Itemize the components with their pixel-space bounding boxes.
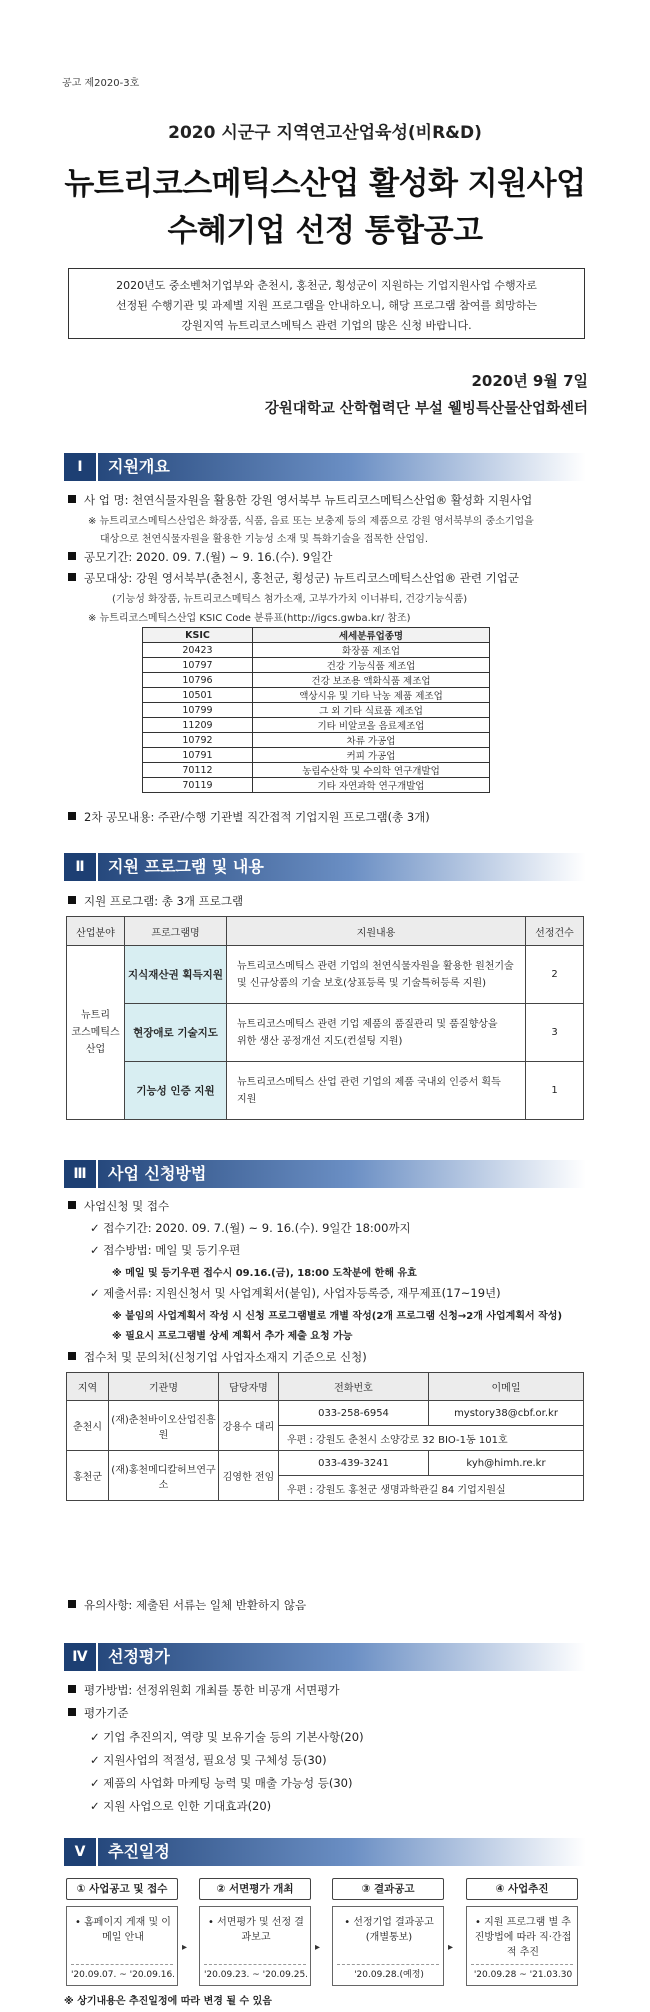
agency-cell: (재)홍천메디칼허브연구소 [109,1451,219,1501]
note-line: ※ 뉴트리코스메틱스산업은 화장품, 식품, 음료 또는 보충제 등의 제품으로 강원 영서북부의 중소기업을 [88,516,534,527]
table-header-cell: 프로그램명 [125,917,227,946]
step-body [332,1906,444,1986]
bullet-item [68,893,243,909]
step-date: '20.09.23. ~ '20.09.25. [203,1970,309,1980]
step-body [466,1906,578,1986]
table-header-cell: 기관명 [109,1373,219,1401]
ksic-code: 10796 [143,673,253,688]
selection-count: 1 [526,1062,584,1120]
section-number: Ⅰ [64,453,98,481]
table-row [143,643,490,658]
table-header-cell: 이메일 [429,1373,584,1401]
step-divider [204,1964,306,1965]
check-item: ✓ 제출서류: 지원신청서 및 사업계획서(붙임), 사업자등록증, 재무제표(17~19년) [90,1286,501,1300]
step-divider [71,1964,173,1965]
table-row [143,733,490,748]
schedule-step [66,1878,178,1986]
program-description [227,1062,526,1120]
step-description: • 지원 프로그램 별 추진방법에 따라 직·간접적 추진 [474,1917,572,1958]
square-bullet-icon [68,812,76,820]
check-item: ✓ 접수방법: 메일 및 등기우편 [90,1243,241,1257]
ksic-code: 10792 [143,733,253,748]
step-body [66,1906,178,1986]
step-date: '20.09.28.(예정) [354,1970,424,1980]
check-item: ✓ 지원사업의 적절성, 필요성 및 구체성 등(30) [90,1753,327,1767]
description-line: 뉴트리코스메틱스 산업 관련 기업의 제품 국내외 인증서 획득 [237,1076,501,1088]
program-table [66,916,584,1120]
section-header-4 [64,1643,586,1671]
note-line: 대상으로 천연식물자원을 활용한 기능성 소재 및 특화기술을 접목한 산업임. [100,534,429,545]
ksic-table [142,627,490,793]
table-header-row [67,917,584,946]
step-title: ④ 사업추진 [466,1878,578,1900]
table-row [67,946,584,1004]
description-line: 위한 생산 공정개선 지도(컨설팅 지원) [237,1035,403,1047]
program-subtitle: 2020 시군구 지역연고산업육성(비R&D) [168,123,482,143]
bullet-text: 공모기간: 2020. 09. 7.(월) ~ 9. 16.(수). 9일간 [84,550,333,564]
intro-line: 강원지역 뉴트리코스메틱스 관련 기업의 많은 신청 바랍니다. [181,319,472,332]
table-header-row [67,1373,584,1401]
bullet-text: 평가방법: 선정위원회 개최를 통한 비공개 서면평가 [84,1683,340,1697]
contact-person: 김영한 전임 [219,1451,279,1501]
table-row [143,718,490,733]
check-item: ✓ 기업 추진의지, 역량 및 보유기술 등의 기본사항(20) [90,1730,364,1744]
program-name: 지식재산권 획득지원 [125,946,227,1004]
ksic-code: 10799 [143,703,253,718]
step-title: ② 서면평가 개최 [199,1878,311,1900]
section-title: 지원개요 [108,457,170,476]
section-number: Ⅱ [64,853,98,881]
ksic-industry: 액상시유 및 기타 낙농 제품 제조업 [253,688,490,703]
ksic-code: 11209 [143,718,253,733]
ksic-industry: 차류 가공업 [253,733,490,748]
square-bullet-icon [68,573,76,581]
section-header-2 [64,853,586,881]
bullet-text: 사업신청 및 접수 [84,1199,170,1213]
ksic-code: 70112 [143,763,253,778]
section-number: Ⅴ [64,1838,98,1866]
arrow-right-icon: ▸ [182,1942,188,1953]
table-row [67,1004,584,1062]
ksic-industry: 커피 가공업 [253,748,490,763]
square-bullet-icon [68,552,76,560]
note-line: ※ 메일 및 등기우편 접수시 09.16.(금), 18:00 도착분에 한해 유효 [112,1268,417,1279]
bullet-item [68,1198,169,1214]
main-title-line2: 수혜기업 선정 통합공고 [167,213,483,249]
bullet-item [68,1349,367,1365]
bullet-item [68,549,332,565]
description-line: 뉴트리코스메틱스 관련 기업 제품의 품질관리 및 품질향상을 [237,1018,498,1030]
description-line: 및 신규상품의 기술 보호(상표등록 및 기술특허등록 지원) [237,977,487,989]
note-line: (기능성 화장품, 뉴트리코스메틱스 첨가소재, 고부가가치 이너뷰티, 건강기능식품) [112,594,468,605]
intro-box [68,268,585,339]
bullet-item [68,570,519,586]
table-row [143,748,490,763]
postal-address: 우편 : 강원도 춘천시 소양강로 32 BIO-1동 101호 [279,1426,584,1451]
schedule-step [332,1878,444,1986]
step-divider [471,1964,573,1965]
table-row [67,1062,584,1120]
region-cell: 춘천시 [67,1401,109,1451]
table-header-cell: 지원내용 [227,917,526,946]
contact-table [66,1372,584,1501]
table-header-cell: KSIC [143,628,253,643]
schedule-step [466,1878,578,1986]
step-body [199,1906,311,1986]
selection-count: 3 [526,1004,584,1062]
square-bullet-icon [68,1708,76,1716]
check-item: ✓ 지원 사업으로 인한 기대효과(20) [90,1799,272,1813]
ksic-industry: 화장품 제조업 [253,643,490,658]
table-row [143,658,490,673]
section-title: 지원 프로그램 및 내용 [108,857,264,876]
bullet-text: 접수처 및 문의처(신청기업 사업자소재지 기준으로 신청) [84,1350,367,1364]
ksic-code: 10791 [143,748,253,763]
step-description: • 홈페이지 게재 및 이메일 안내 [75,1917,171,1943]
table-row [67,1401,584,1426]
section-header-3 [64,1160,586,1188]
section-number: Ⅳ [64,1643,98,1671]
bullet-text: 공모대상: 강원 영서북부(춘천시, 홍천군, 횡성군) 뉴트리코스메틱스산업® 관련 기업군 [84,571,519,585]
description-line: 지원 [237,1093,257,1105]
table-header-cell: 세세분류업종명 [253,628,490,643]
program-name: 기능성 인증 지원 [125,1062,227,1120]
main-title-line1: 뉴트리코스메틱스산업 활성화 지원사업 [64,166,586,202]
ksic-code: 10797 [143,658,253,673]
table-header-cell: 지역 [67,1373,109,1401]
square-bullet-icon [68,896,76,904]
section-header-5 [64,1838,586,1866]
square-bullet-icon [68,1600,76,1608]
note-line: ※ 필요시 프로그램별 상세 계획서 추가 제출 요청 가능 [112,1331,353,1342]
intro-line: 2020년도 중소벤처기업부와 춘천시, 홍천군, 횡성군이 지원하는 기업지원사업 수행자로 [116,279,537,292]
table-row [143,778,490,793]
arrow-right-icon: ▸ [448,1942,454,1953]
section-number: Ⅲ [64,1160,98,1188]
notice-date: 2020년 9월 7일 [471,372,588,390]
ksic-code: 70119 [143,778,253,793]
region-cell: 홍천군 [67,1451,109,1501]
ksic-industry: 건강 보조용 액화식품 제조업 [253,673,490,688]
ksic-industry: 건강 기능식품 제조업 [253,658,490,673]
bullet-item [68,809,430,825]
step-description: • 선정기업 결과공고 (개별통보) [344,1917,434,1943]
issuing-organization: 강원대학교 산학협력단 부설 웰빙특산물산업화센터 [264,401,588,417]
section-title: 추진일정 [108,1842,170,1861]
ksic-code: 20423 [143,643,253,658]
table-row [143,688,490,703]
check-item: ✓ 제품의 사업화 마케팅 능력 및 매출 가능성 등(30) [90,1776,353,1790]
step-date: '20.09.07. ~ '20.09.16. [70,1970,176,1980]
program-description [227,946,526,1004]
phone-number: 033-258-6954 [279,1401,429,1426]
table-row [143,703,490,718]
bullet-text: 지원 프로그램: 총 3개 프로그램 [84,894,244,908]
table-header-cell: 산업분야 [67,917,125,946]
email-address: mystory38@cbf.or.kr [429,1401,584,1426]
square-bullet-icon [68,1201,76,1209]
ksic-industry: 농림수산학 및 수의학 연구개발업 [253,763,490,778]
contact-person: 강용수 대리 [219,1401,279,1451]
square-bullet-icon [68,495,76,503]
postal-address: 우편 : 강원도 홍천군 생명과학관길 84 기업지원실 [279,1476,584,1501]
bullet-item [68,492,532,508]
note-line: ※ 붙임의 사업계획서 작성 시 신청 프로그램별로 개별 작성(2개 프로그램 신청→2개 사업계획서 작성) [112,1311,563,1322]
arrow-right-icon: ▸ [315,1942,321,1953]
ksic-code: 10501 [143,688,253,703]
check-item: ✓ 접수기간: 2020. 09. 7.(월) ~ 9. 16.(수). 9일간 18:00까지 [90,1221,411,1235]
section-header-1 [64,453,586,481]
square-bullet-icon [68,1352,76,1360]
ksic-industry: 기타 비알코올 음료제조업 [253,718,490,733]
table-row [143,673,490,688]
phone-number: 033-439-3241 [279,1451,429,1476]
email-address: kyh@himh.re.kr [429,1451,584,1476]
bullet-item [68,1597,306,1613]
square-bullet-icon [68,1685,76,1693]
selection-count: 2 [526,946,584,1004]
step-title: ① 사업공고 및 접수 [66,1878,178,1900]
industry-field-cell [67,946,125,1120]
intro-line: 선정된 수행기관 및 과제별 지원 프로그램을 안내하오니, 해당 프로그램 참여를 희망하는 [116,299,537,312]
table-row [67,1451,584,1476]
table-header-cell: 전화번호 [279,1373,429,1401]
ksic-industry: 기타 자연과학 연구개발업 [253,778,490,793]
table-header-row [143,628,490,643]
schedule-footnote: ※ 상기내용은 추진일정에 따라 변경 될 수 있음 [64,1996,272,2007]
table-header-cell: 담당자명 [219,1373,279,1401]
table-header-cell: 선정건수 [526,917,584,946]
note-line: ※ 뉴트리코스메틱스산업 KSIC Code 분류표(http://igcs.gwba.kr/ 참조) [88,613,411,624]
notice-number: 공고 제2020-3호 [62,78,140,89]
bullet-text: 평가기준 [84,1706,129,1720]
step-divider [337,1964,439,1965]
bullet-item [68,1682,339,1698]
section-title: 선정평가 [108,1647,170,1666]
agency-cell: (재)춘천바이오산업진흥원 [109,1401,219,1451]
field-text: 산업 [85,1044,106,1055]
bullet-text: 사 업 명: 천연식물자원을 활용한 강원 영서북부 뉴트리코스메틱스산업® 활성화 지원사업 [84,493,533,507]
step-title: ③ 결과공고 [332,1878,444,1900]
program-description [227,1004,526,1062]
section-title: 사업 신청방법 [108,1164,207,1183]
field-text: 코스메틱스 [71,1027,120,1038]
step-date: '20.09.28 ~ '21.03.30 [473,1970,573,1980]
schedule-step [199,1878,311,1986]
program-name: 현장애로 기술지도 [125,1004,227,1062]
bullet-item [68,1705,128,1721]
bullet-text: 2차 공모내용: 주관/수행 기관별 직간접적 기업지원 프로그램(총 3개) [84,810,430,824]
description-line: 뉴트리코스메틱스 관련 기업의 천연식물자원을 활용한 원천기술 [237,960,514,972]
field-text: 뉴트리 [81,1010,110,1021]
bullet-text: 유의사항: 제출된 서류는 일체 반환하지 않음 [84,1598,307,1612]
step-description: • 서면평가 및 선정 결과보고 [208,1917,304,1943]
ksic-industry: 그 외 기타 식료품 제조업 [253,703,490,718]
table-row [143,763,490,778]
